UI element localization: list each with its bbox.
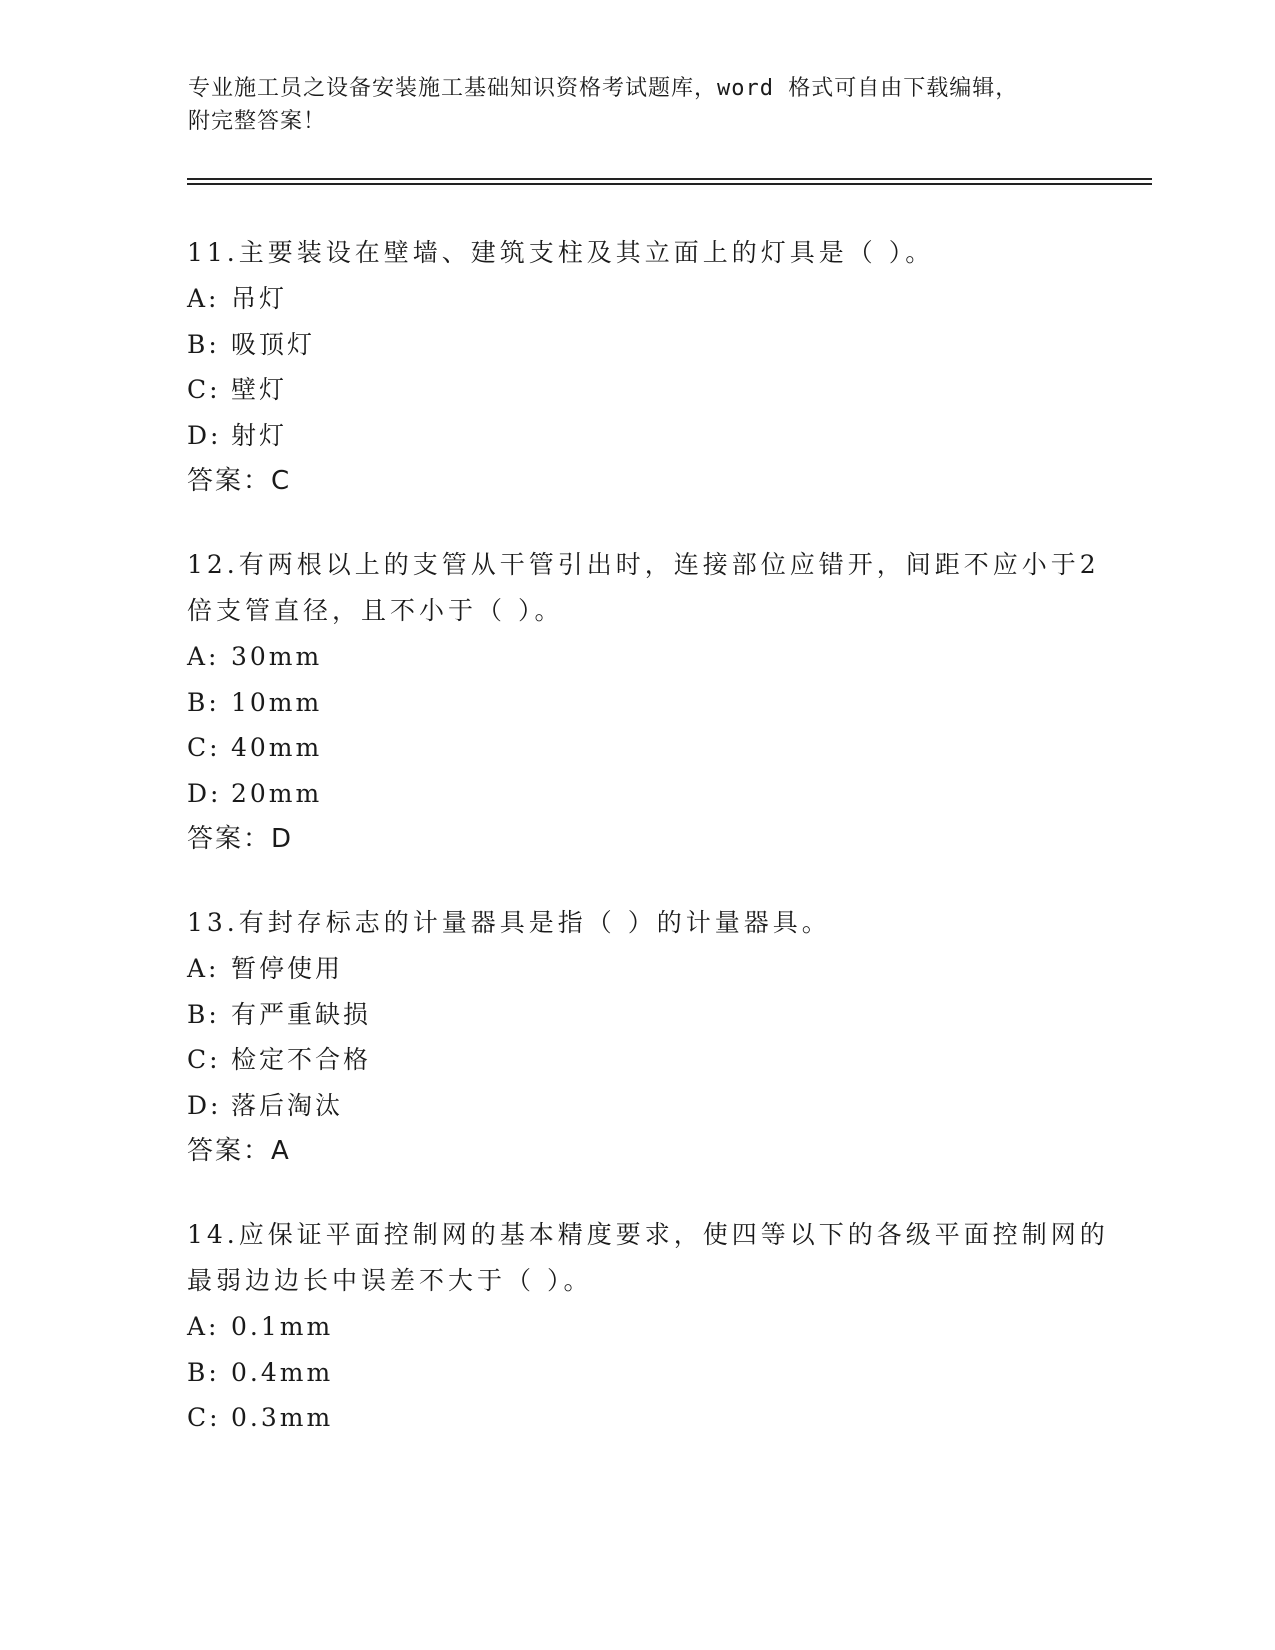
- option-letter: A:: [187, 284, 220, 313]
- option-text: 0.1mm: [231, 1312, 334, 1341]
- answer: 答案：A: [187, 1136, 291, 1166]
- option-text: 30mm: [231, 642, 323, 671]
- option-text: 吊灯: [231, 284, 288, 313]
- option-letter: B:: [187, 999, 220, 1029]
- option-letter: A:: [187, 954, 220, 983]
- header-rule-bottom: [187, 183, 1152, 185]
- option-text: 有严重缺损: [231, 999, 372, 1029]
- option-c: [187, 725, 1117, 771]
- option-a: [187, 634, 1117, 680]
- question-list: [187, 230, 1117, 1479]
- option-c: [187, 1037, 1117, 1083]
- option-a: [187, 1304, 1117, 1350]
- question-13: [187, 900, 1117, 1174]
- option-b: [187, 992, 1117, 1038]
- option-letter: C:: [187, 1403, 221, 1432]
- option-b: [187, 1350, 1117, 1396]
- question-11: [187, 230, 1117, 504]
- question-12: [187, 542, 1117, 862]
- option-text: 40mm: [231, 733, 323, 762]
- option-text: 吸顶灯: [231, 329, 316, 359]
- header-line-2: 附完整答案！: [188, 109, 327, 134]
- option-letter: C:: [187, 733, 221, 762]
- option-d: [187, 1083, 1117, 1129]
- option-text: 20mm: [231, 778, 323, 808]
- option-text: 壁灯: [231, 375, 288, 404]
- option-text: 0.4mm: [231, 1357, 334, 1387]
- question-text: 12.有两根以上的支管从干管引出时，连接部位应错开，间距不应小于2倍支管直径，且不小于（ ）。: [187, 550, 1100, 625]
- option-letter: D:: [187, 1090, 222, 1120]
- answer: 答案：C: [187, 466, 292, 496]
- question-14: [187, 1212, 1117, 1441]
- option-letter: D:: [187, 420, 222, 450]
- option-letter: D:: [187, 778, 222, 808]
- option-c: [187, 367, 1117, 413]
- option-c: [187, 1395, 1117, 1441]
- question-text: 13.有封存标志的计量器具是指（ ）的计量器具。: [187, 908, 831, 937]
- option-b: [187, 322, 1117, 368]
- option-text: 暂停使用: [231, 954, 344, 983]
- header-line-1: 专业施工员之设备安装施工基础知识资格考试题库，word 格式可自由下载编辑，: [188, 76, 1019, 101]
- option-d: [187, 771, 1117, 817]
- option-a: [187, 946, 1117, 992]
- answer: 答案：D: [187, 824, 294, 854]
- option-letter: A:: [187, 642, 220, 671]
- option-letter: C:: [187, 1045, 221, 1074]
- option-a: [187, 276, 1117, 322]
- option-text: 检定不合格: [231, 1045, 372, 1074]
- option-text: 10mm: [231, 687, 323, 717]
- document-header: [188, 72, 1088, 138]
- option-text: 0.3mm: [231, 1403, 334, 1432]
- option-text: 落后淘汰: [231, 1090, 344, 1120]
- option-letter: B:: [187, 1357, 220, 1387]
- option-d: [187, 413, 1117, 459]
- option-text: 射灯: [231, 420, 288, 450]
- option-b: [187, 680, 1117, 726]
- option-letter: C:: [187, 375, 221, 404]
- question-text: 11.主要装设在壁墙、建筑支柱及其立面上的灯具是（ ）。: [187, 238, 935, 267]
- option-letter: B:: [187, 687, 220, 717]
- question-text: 14.应保证平面控制网的基本精度要求，使四等以下的各级平面控制网的最弱边边长中误差不大于（ ）。: [187, 1220, 1109, 1295]
- option-letter: B:: [187, 329, 220, 359]
- header-rule-top: [187, 178, 1152, 180]
- option-letter: A:: [187, 1312, 220, 1341]
